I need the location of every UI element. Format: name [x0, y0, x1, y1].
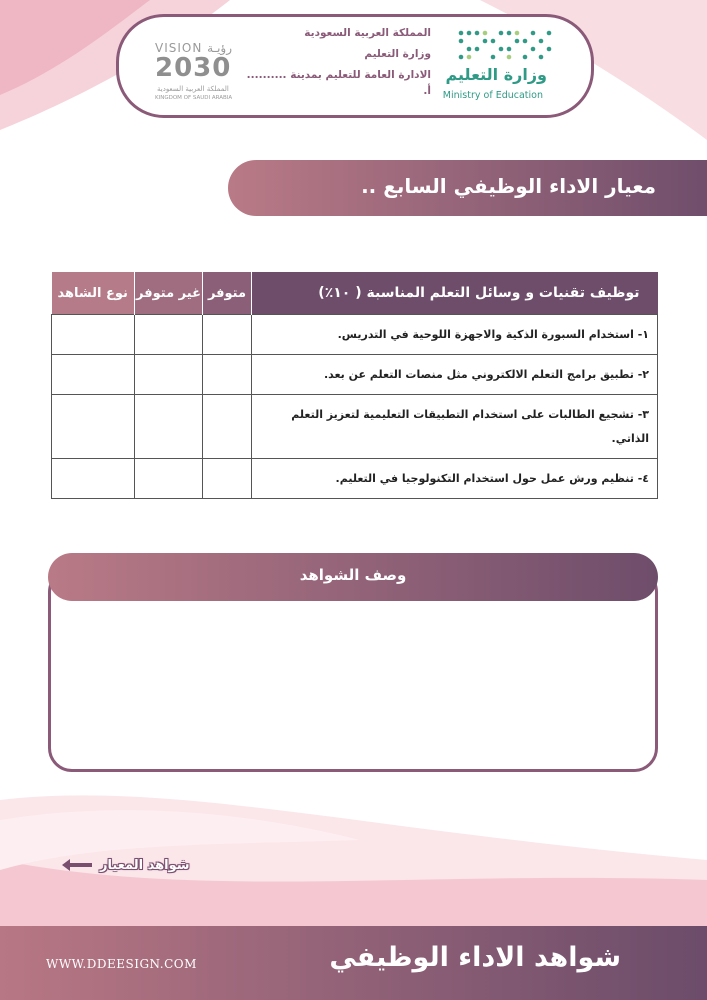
table-row	[52, 459, 658, 499]
administration-name: الادارة العامة للتعليم بمدينة ..........	[246, 69, 431, 81]
row-text: ٣- تشجيع الطالبات على استخدام التطبيقات التعليمية لتعزيز التعلم الذاتي.	[252, 395, 658, 459]
table-row	[52, 355, 658, 395]
header-available: متوفر	[203, 272, 252, 315]
evidence-type-cell[interactable]	[52, 355, 135, 395]
vision-2030-logo	[149, 39, 239, 109]
footer-title: شواهد الاداء الوظيفي	[329, 942, 621, 973]
school-prefix: أ.	[423, 85, 431, 97]
evidence-title: وصف الشواهد	[299, 566, 407, 584]
arrow-left-icon	[60, 857, 94, 873]
row-text: ١- استخدام السبورة الذكية والاجهزة اللوحية في التدريس.	[252, 315, 658, 355]
evidence-title-pill	[48, 553, 658, 601]
moe-name-en: Ministry of Education	[442, 90, 543, 101]
available-cell[interactable]	[203, 315, 252, 355]
header-card	[116, 14, 594, 118]
not-available-cell[interactable]	[135, 355, 203, 395]
website-link[interactable]: WWW.DDEESIGN.COM	[46, 957, 197, 971]
not-available-cell[interactable]	[135, 395, 203, 459]
evidence-type-cell[interactable]	[52, 315, 135, 355]
table-row	[52, 395, 658, 459]
vision-top-text: VISION رؤيـة	[155, 41, 233, 55]
ministry-name: وزارة التعليم	[364, 48, 431, 60]
standard-banner	[228, 160, 707, 216]
header-center-text	[246, 23, 431, 97]
header-item: توظيف تقنيات و وسائل التعلم المناسبة ( ١٠٪)	[252, 272, 658, 315]
not-available-cell[interactable]	[135, 315, 203, 355]
vision-kingdom-ar: المملكة العربية السعودية	[157, 85, 229, 93]
standard-evidence-link[interactable]	[60, 854, 190, 876]
standard-title: معيار الاداء الوظيفي السابع ..	[361, 174, 656, 198]
moe-dots-icon	[455, 27, 555, 61]
row-text: ٢- تطبيق برامج التعلم الالكتروني مثل منصات التعلم عن بعد.	[252, 355, 658, 395]
evidence-type-cell[interactable]	[52, 395, 135, 459]
footer-bar	[0, 926, 707, 1000]
vision-kingdom-en: KINGDOM OF SAUDI ARABIA	[155, 95, 233, 101]
standard-table	[51, 272, 658, 499]
table-row	[52, 315, 658, 355]
header-not-available: غير متوفر	[135, 272, 203, 315]
available-cell[interactable]	[203, 355, 252, 395]
row-text: ٤- تنظيم ورش عمل حول استخدام التكنولوجيا في التعليم.	[252, 459, 658, 499]
evidence-type-cell[interactable]	[52, 459, 135, 499]
standard-evidence-link-label: شواهد المعيار	[100, 857, 190, 873]
kingdom-name: المملكة العربية السعودية	[304, 27, 431, 39]
vision-year: 2030	[155, 53, 232, 83]
available-cell[interactable]	[203, 459, 252, 499]
table-header-row	[52, 272, 658, 315]
header-evidence-type: نوع الشاهد	[52, 272, 135, 315]
available-cell[interactable]	[203, 395, 252, 459]
moe-name-ar: وزارة التعليم	[445, 65, 547, 84]
not-available-cell[interactable]	[135, 459, 203, 499]
ministry-logo	[435, 27, 555, 107]
